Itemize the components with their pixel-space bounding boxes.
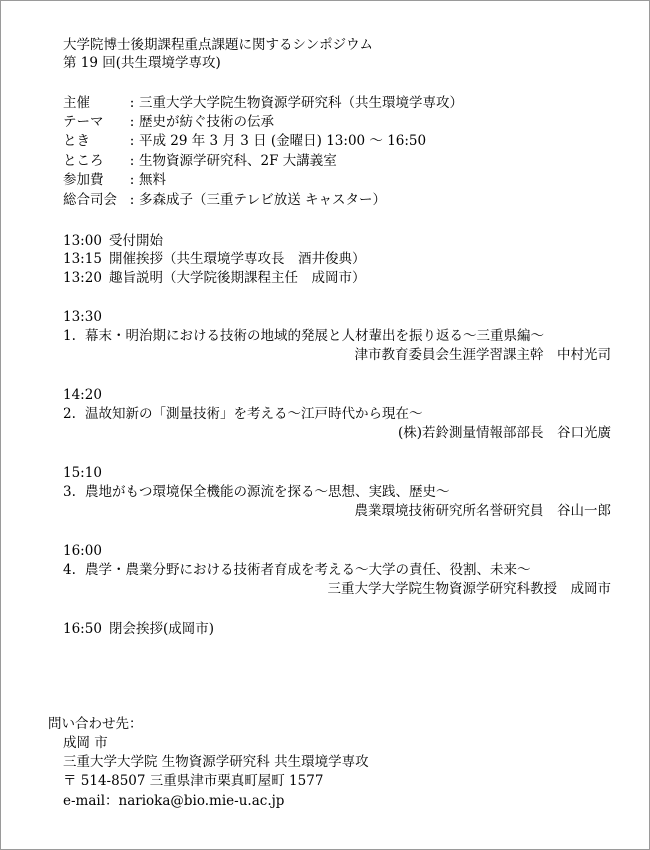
talk-title xyxy=(63,405,423,423)
talk-title xyxy=(63,483,450,501)
info-row-mc xyxy=(63,191,386,209)
info-colon: : xyxy=(129,114,135,130)
talk-number: 4. xyxy=(63,562,76,578)
info-row-place xyxy=(63,152,337,170)
talk-title-text: 温故知新の「測量技術」を考える〜江戸時代から現在〜 xyxy=(85,406,423,422)
schedule-text: 開催挨拶（共生環境学専攻長 酒井俊典） xyxy=(109,251,366,267)
contact-address: 〒 514-8507 三重県津市栗真町屋町 1577 xyxy=(63,773,324,789)
info-row-fee xyxy=(63,171,166,189)
schedule-text: 閉会挨拶(成岡市) xyxy=(109,621,215,637)
info-row-date xyxy=(63,132,426,150)
talk-speaker: 津市教育委員会生涯学習課主幹 中村光司 xyxy=(354,347,611,363)
talk-number: 1. xyxy=(63,328,76,344)
schedule-time: 13:00 xyxy=(63,233,102,249)
talk-title-text: 幕末・明治期における技術の地域的発展と人材輩出を振り返る〜三重県編〜 xyxy=(85,328,544,344)
talk-title xyxy=(63,561,531,579)
talk-time: 15:10 xyxy=(63,465,102,481)
schedule-time: 13:15 xyxy=(63,251,102,267)
info-colon: : xyxy=(129,133,135,149)
info-row-organizer xyxy=(63,94,463,112)
info-row-theme xyxy=(63,113,274,131)
info-colon: : xyxy=(129,153,135,169)
info-value: 無料 xyxy=(139,172,166,188)
info-label: ところ xyxy=(63,153,104,169)
contact-name: 成岡 市 xyxy=(63,735,108,751)
schedule-item-purpose xyxy=(63,269,366,287)
talk-time: 16:00 xyxy=(63,543,102,559)
info-colon: : xyxy=(129,95,135,111)
symposium-edition: 第 19 回(共生環境学専攻) xyxy=(63,55,221,71)
talk-title-text: 農学・農業分野における技術者育成を考える〜大学の責任、役割、未来〜 xyxy=(85,562,531,578)
contact-email: e-mail：narioka@bio.mie-u.ac.jp xyxy=(63,793,285,809)
schedule-time: 13:20 xyxy=(63,270,102,286)
talk-speaker: 三重大学大学院生物資源学研究科教授 成岡市 xyxy=(327,581,611,597)
info-label: 参加費 xyxy=(63,172,104,188)
talk-title-text: 農地がもつ環境保全機能の源流を探る〜思想、実践、歴史〜 xyxy=(85,484,450,500)
info-value: 三重大学大学院生物資源学研究科（共生環境学専攻） xyxy=(139,95,463,111)
schedule-text: 受付開始 xyxy=(109,233,163,249)
info-value: 平成 29 年 3 月 3 日 (金曜日) 13:00 〜 16:50 xyxy=(139,133,427,149)
info-label: とき xyxy=(63,133,90,149)
schedule-item-reception xyxy=(63,232,163,250)
talk-title xyxy=(63,327,544,345)
talk-speaker: 農業環境技術研究所名誉研究員 谷山一郎 xyxy=(354,503,611,519)
info-value: 生物資源学研究科、2F 大講義室 xyxy=(139,153,337,169)
info-colon: : xyxy=(129,172,135,188)
info-value: 多森成子（三重テレビ放送 キャスター） xyxy=(139,192,387,208)
talk-number: 2. xyxy=(63,406,76,422)
talk-number: 3. xyxy=(63,484,76,500)
info-label: 総合司会 xyxy=(63,192,117,208)
talk-speaker: (株)若鈴測量情報部部長 谷口光廣 xyxy=(397,425,611,441)
contact-heading: 問い合わせ先： xyxy=(48,716,143,732)
schedule-text: 趣旨説明（大学院後期課程主任 成岡市） xyxy=(109,270,366,286)
contact-affiliation: 三重大学大学院 生物資源学研究科 共生環境学専攻 xyxy=(63,754,369,770)
info-label: テーマ xyxy=(63,114,104,130)
schedule-item-closing xyxy=(63,620,214,638)
info-label: 主催 xyxy=(63,95,90,111)
info-value: 歴史が紡ぐ技術の伝承 xyxy=(139,114,274,130)
talk-time: 14:20 xyxy=(63,387,102,403)
schedule-time: 16:50 xyxy=(63,621,102,637)
symposium-title: 大学院博士後期課程重点課題に関するシンポジウム xyxy=(63,37,374,53)
info-colon: : xyxy=(129,192,135,208)
schedule-item-greeting xyxy=(63,250,366,268)
talk-time: 13:30 xyxy=(63,309,102,325)
